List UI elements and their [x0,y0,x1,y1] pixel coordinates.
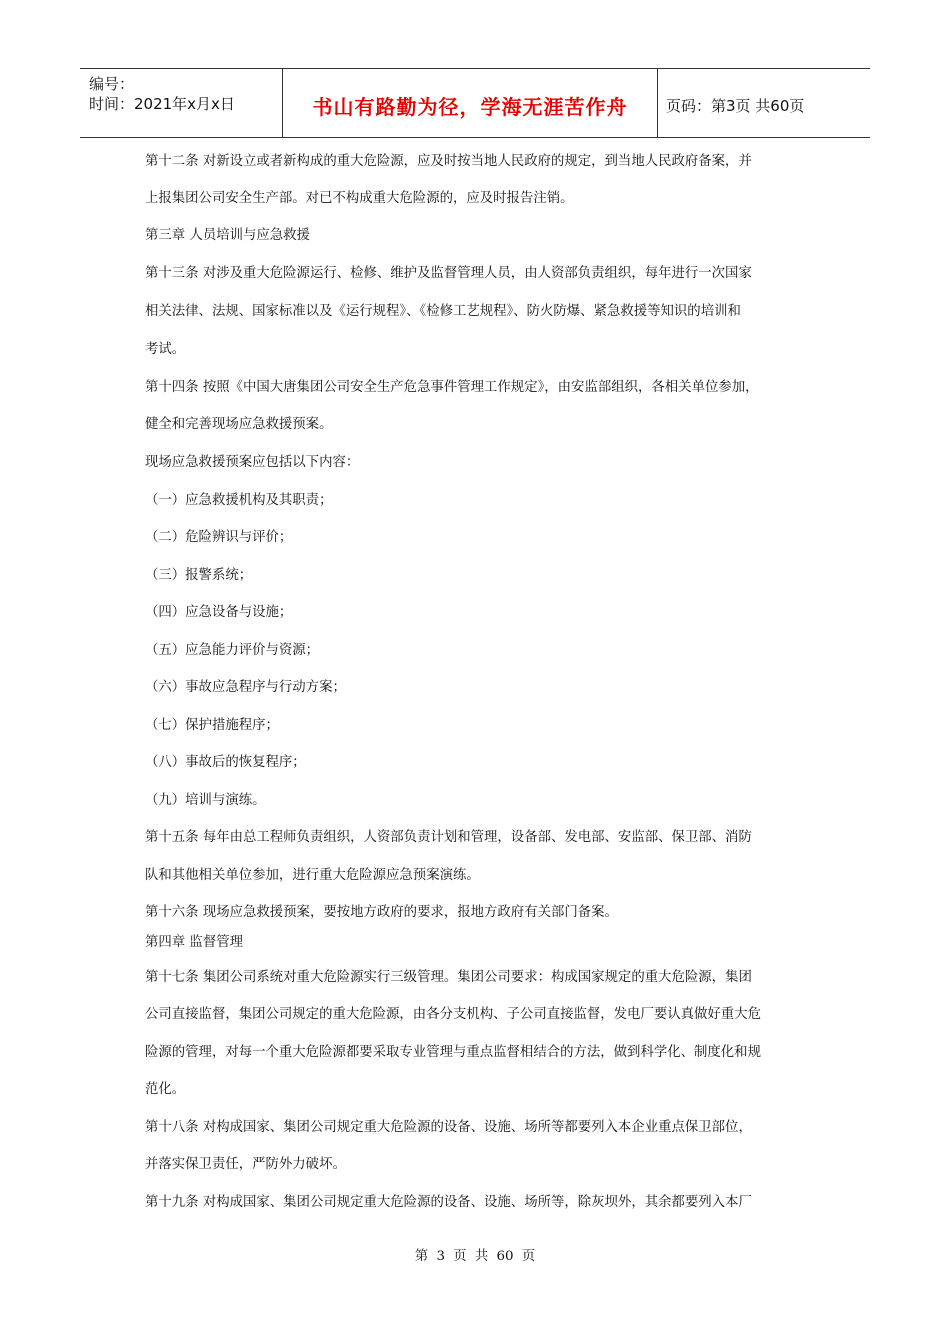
body-line: （一）应急救援机构及其职责； [145,493,333,508]
page-header [80,68,870,138]
body-line: （七）保护措施程序； [145,718,279,733]
header-page-cell [658,69,870,137]
footer-page-number: 第 3 页 共 60 页 [414,1249,536,1264]
body-line: 第三章 人员培训与应急救援 [145,228,310,243]
body-line: 上报集团公司安全生产部。对已不构成重大危险源的，应及时报告注销。 [145,191,574,206]
body-line: 并落实保卫责任，严防外力破坏。 [145,1157,346,1172]
body-line: （三）报警系统； [145,568,253,583]
body-line: （九）培训与演练。 [145,793,266,808]
body-line: 相关法律、法规、国家标准以及《运行规程》、《检修工艺规程》、防火防爆、紧急救援等知识的培训和 [145,304,741,319]
body-line: 险源的管理，对每一个重大危险源都要采取专业管理与重点监督相结合的方法，做到科学化、制度化和规 [145,1045,761,1060]
document-number-label: 编号： [89,75,135,93]
header-page-info: 页码：第3页 共60页 [666,96,805,115]
body-line: 公司直接监督，集团公司规定的重大危险源，由各分支机构、子公司直接监督，发电厂要认真做好重大危 [145,1007,761,1022]
body-line: 健全和完善现场应急救援预案。 [145,417,333,432]
body-line: 第四章 监督管理 [145,935,243,950]
body-line: 考试。 [145,342,186,357]
body-line: （六）事故应急程序与行动方案； [145,680,346,695]
body-line: 第十六条 现场应急救援预案，要按地方政府的要求，报地方政府有关部门备案。 [145,905,618,920]
header-motto: 书山有路勤为径，学海无涯苦作舟 [312,94,628,119]
body-line: 第十四条 按照《中国大唐集团公司安全生产危急事件管理工作规定》，由安监部组织，各相关单位参加， [145,380,759,395]
body-line: （二）危险辨识与评价； [145,530,293,545]
body-line: 第十九条 对构成国家、集团公司规定重大危险源的设备、设施、场所等，除灰坝外，其余都要列入本厂 [145,1195,752,1210]
body-line: 第十二条 对新设立或者新构成的重大危险源，应及时按当地人民政府的规定，到当地人民政府备案，并 [145,154,752,169]
body-line: 第十七条 集团公司系统对重大危险源实行三级管理。集团公司要求：构成国家规定的重大危险源，集团 [145,970,752,985]
document-date: 时间：2021年x月x日 [89,95,235,113]
body-line: 第十三条 对涉及重大危险源运行、检修、维护及监督管理人员，由人资部负责组织，每年进行一次国家 [145,266,752,281]
body-line: 第十五条 每年由总工程师负责组织，人资部负责计划和管理，设备部、发电部、安监部、保卫部、消防 [145,830,752,845]
body-line: 现场应急救援预案应包括以下内容： [145,455,360,470]
body-line: 队和其他相关单位参加，进行重大危险源应急预案演练。 [145,868,480,883]
body-line: 第十八条 对构成国家、集团公司规定重大危险源的设备、设施、场所等都要列入本企业重点保卫部位， [145,1120,752,1135]
page-footer [0,1245,950,1264]
body-line: （五）应急能力评价与资源； [145,643,320,658]
body-line: 范化。 [145,1082,186,1097]
body-line: （四）应急设备与设施； [145,605,293,620]
body-line: （八）事故后的恢复程序； [145,755,306,770]
header-motto-cell [283,69,658,137]
header-left-cell [80,69,283,137]
